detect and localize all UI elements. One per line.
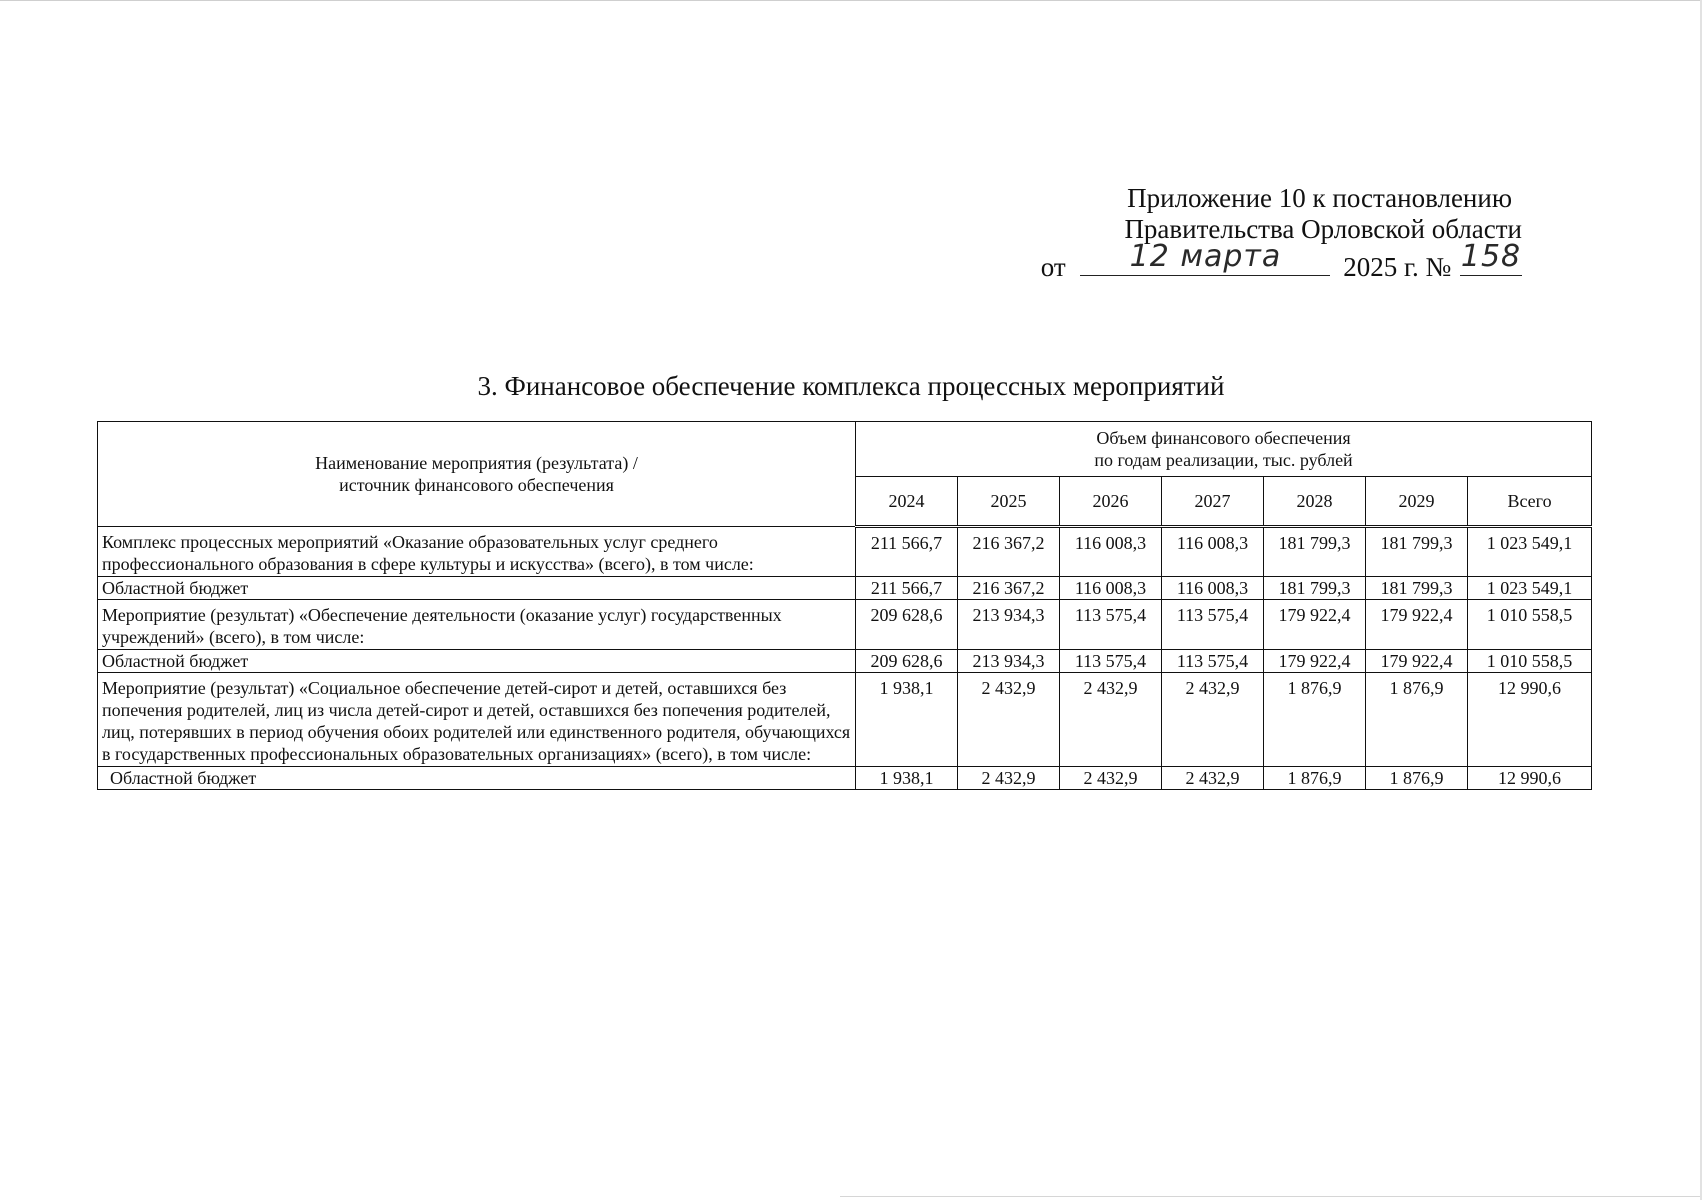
total-cell: 1 010 558,5 bbox=[1468, 650, 1592, 673]
total-header: Всего bbox=[1468, 476, 1592, 526]
value-cell: 1 876,9 bbox=[1264, 767, 1366, 790]
value-cell: 2 432,9 bbox=[1162, 673, 1264, 767]
value-cell: 116 008,3 bbox=[1162, 577, 1264, 600]
value-cell: 181 799,3 bbox=[1264, 577, 1366, 600]
value-cell: 213 934,3 bbox=[958, 600, 1060, 650]
value-cell: 216 367,2 bbox=[958, 577, 1060, 600]
date-prefix: от bbox=[1040, 252, 1066, 282]
handwritten-number: 158 bbox=[1460, 239, 1522, 274]
value-cell: 2 432,9 bbox=[1162, 767, 1264, 790]
section-title: 3. Финансовое обеспечение комплекса процессных мероприятий bbox=[477, 371, 1225, 401]
table-row bbox=[98, 577, 1592, 600]
value-cell: 1 876,9 bbox=[1366, 767, 1468, 790]
total-cell: 1 023 549,1 bbox=[1468, 527, 1592, 577]
value-cell: 2 432,9 bbox=[1060, 673, 1162, 767]
value-cell: 1 876,9 bbox=[1264, 673, 1366, 767]
financing-table bbox=[97, 421, 1592, 790]
row-name: Областной бюджет bbox=[98, 577, 856, 600]
value-cell: 113 575,4 bbox=[1060, 650, 1162, 673]
value-cell: 211 566,7 bbox=[856, 577, 958, 600]
value-cell: 211 566,7 bbox=[856, 527, 958, 577]
value-cell: 216 367,2 bbox=[958, 527, 1060, 577]
value-cell: 1 938,1 bbox=[856, 673, 958, 767]
value-cell: 179 922,4 bbox=[1264, 600, 1366, 650]
row-name: Областной бюджет bbox=[98, 767, 856, 790]
table-row bbox=[98, 650, 1592, 673]
year-header: 2029 bbox=[1366, 476, 1468, 526]
name-header-line-1: Наименование мероприятия (результата) / bbox=[315, 453, 638, 473]
group-header-line-2: по годам реализации, тыс. рублей bbox=[1094, 449, 1353, 470]
resolution-date-line bbox=[962, 239, 1522, 283]
year-header: 2028 bbox=[1264, 476, 1366, 526]
value-cell: 116 008,3 bbox=[1060, 527, 1162, 577]
value-cell: 179 922,4 bbox=[1264, 650, 1366, 673]
value-cell: 181 799,3 bbox=[1264, 527, 1366, 577]
row-name: Областной бюджет bbox=[98, 650, 856, 673]
total-cell: 12 990,6 bbox=[1468, 673, 1592, 767]
value-cell: 116 008,3 bbox=[1162, 527, 1264, 577]
row-name: Мероприятие (результат) «Социальное обеспечение детей-сирот и детей, оставшихся без попечения родителей, лиц из числа детей-сирот и детей, оставшихся без попечения родителей, лиц, потерявших в период обучения обоих родителей или единственного родителя, обучающихся в государственных профессиональных образовательных организациях» (всего), в том числе: bbox=[98, 673, 856, 767]
scan-edge-bottom bbox=[840, 1196, 1700, 1197]
value-cell: 209 628,6 bbox=[856, 600, 958, 650]
name-column-header bbox=[98, 422, 856, 527]
name-header-line-2: источник финансового обеспечения bbox=[339, 475, 614, 495]
volume-group-header bbox=[856, 422, 1592, 477]
value-cell: 213 934,3 bbox=[958, 650, 1060, 673]
value-cell: 116 008,3 bbox=[1060, 577, 1162, 600]
number-blank bbox=[1460, 239, 1522, 276]
appendix-line-1: Приложение 10 к постановлению bbox=[1127, 183, 1512, 213]
value-cell: 181 799,3 bbox=[1366, 527, 1468, 577]
total-cell: 12 990,6 bbox=[1468, 767, 1592, 790]
year-header: 2025 bbox=[958, 476, 1060, 526]
appendix-block bbox=[962, 183, 1522, 283]
row-name: Мероприятие (результат) «Обеспечение деятельности (оказание услуг) государственных учреждений» (всего), в том числе: bbox=[98, 600, 856, 650]
year-header: 2024 bbox=[856, 476, 958, 526]
value-cell: 113 575,4 bbox=[1162, 600, 1264, 650]
table-row bbox=[98, 600, 1592, 650]
appendix-line-2: Правительства Орловской области bbox=[1124, 214, 1522, 244]
value-cell: 113 575,4 bbox=[1162, 650, 1264, 673]
value-cell: 1 938,1 bbox=[856, 767, 958, 790]
value-cell: 209 628,6 bbox=[856, 650, 958, 673]
group-header-line-1: Объем финансового обеспечения bbox=[1096, 427, 1351, 448]
total-cell: 1 010 558,5 bbox=[1468, 600, 1592, 650]
value-cell: 113 575,4 bbox=[1060, 600, 1162, 650]
year-header: 2026 bbox=[1060, 476, 1162, 526]
table-row bbox=[98, 673, 1592, 767]
row-name: Комплекс процессных мероприятий «Оказание образовательных услуг среднего профессионального образования в сфере культуры и искусства» (всего), в том числе: bbox=[98, 527, 856, 577]
table-row bbox=[98, 527, 1592, 577]
total-cell: 1 023 549,1 bbox=[1468, 577, 1592, 600]
value-cell: 179 922,4 bbox=[1366, 600, 1468, 650]
year-header: 2027 bbox=[1162, 476, 1264, 526]
value-cell: 181 799,3 bbox=[1366, 577, 1468, 600]
value-cell: 179 922,4 bbox=[1366, 650, 1468, 673]
scan-edge-top bbox=[0, 0, 1702, 1]
handwritten-date: 12 марта bbox=[1129, 239, 1282, 274]
date-blank bbox=[1080, 239, 1330, 276]
value-cell: 2 432,9 bbox=[958, 673, 1060, 767]
value-cell: 1 876,9 bbox=[1366, 673, 1468, 767]
table-row bbox=[98, 767, 1592, 790]
year-text: 2025 г. № bbox=[1343, 252, 1452, 282]
value-cell: 2 432,9 bbox=[958, 767, 1060, 790]
value-cell: 2 432,9 bbox=[1060, 767, 1162, 790]
